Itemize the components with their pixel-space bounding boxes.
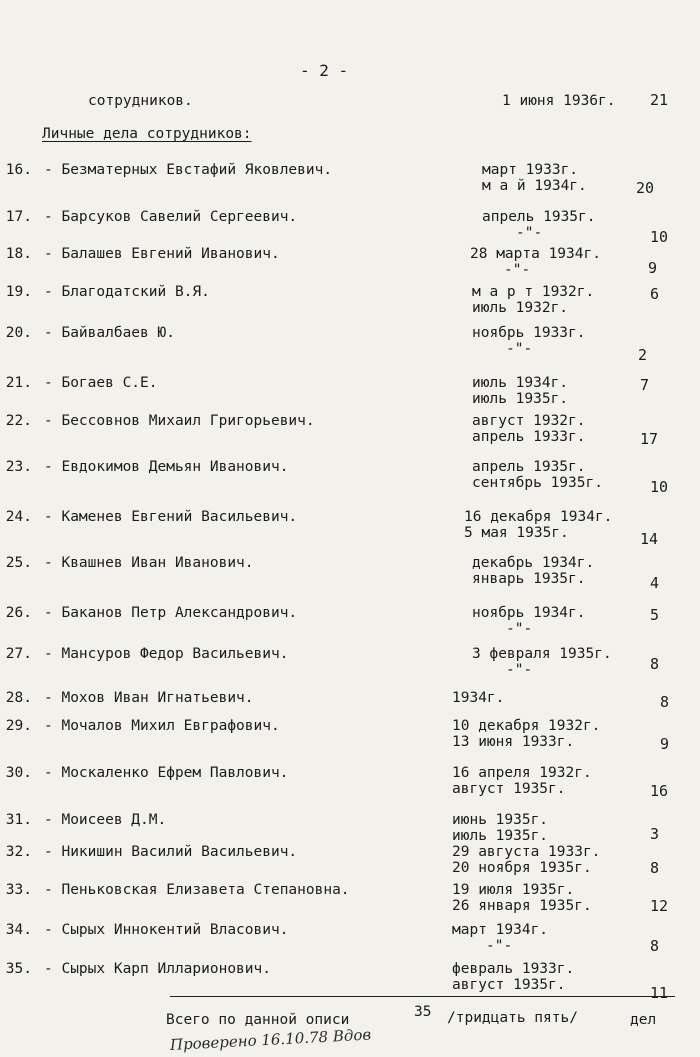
entry-date-end: 5 мая 1935г. <box>464 525 569 541</box>
entry-date-end: сентябрь 1935г. <box>472 475 603 491</box>
entry-name: - Квашнев Иван Иванович. <box>44 555 254 571</box>
entry-date-start: август 1932г. <box>472 413 586 429</box>
entry-name: - Безматерных Евстафий Яковлевич. <box>44 162 333 178</box>
entry-number: 22. <box>5 413 32 429</box>
entry-number: 34. <box>5 922 32 938</box>
entry-name: - Каменев Евгений Васильевич. <box>44 509 298 525</box>
entry-number: 26. <box>5 605 32 621</box>
entry-date-end: июль 1935г. <box>472 391 569 407</box>
entry-date-start: 28 марта 1934г. <box>470 246 601 262</box>
entry-date-end: -"- <box>516 225 543 241</box>
entry-date-end: 20 ноября 1935г. <box>452 860 592 876</box>
entry-number: 17. <box>5 209 32 225</box>
header-date: 1 июня 1936г. <box>502 93 616 109</box>
handwritten-signature: Проверено 16.10.78 Вдов <box>169 1025 372 1054</box>
entry-name: - Никишин Василий Васильевич. <box>44 844 298 860</box>
entry-date-end: август 1935г. <box>452 781 566 797</box>
entry-date-end: июль 1935г. <box>452 828 549 844</box>
entry-page-count: 4 <box>650 574 660 592</box>
entry-name: - Балашев Евгений Иванович. <box>44 246 280 262</box>
entry-date-start: март 1933г. <box>482 162 579 178</box>
entry-date-start: 16 апреля 1932г. <box>452 765 592 781</box>
entry-page-count: 14 <box>640 530 659 548</box>
entry-name: - Моисеев Д.М. <box>44 812 167 828</box>
entry-name: - Сырых Карп Илларионович. <box>44 961 271 977</box>
entry-date-end: август 1935г. <box>452 977 566 993</box>
entry-name: - Москаленко Ефрем Павлович. <box>44 765 289 781</box>
entry-number: 18. <box>5 246 32 262</box>
entry-date-start: июнь 1935г. <box>452 812 549 828</box>
entry-date-end: -"- <box>506 621 533 637</box>
entry-name: - Евдокимов Демьян Иванович. <box>44 459 289 475</box>
entry-date-end: январь 1935г. <box>472 571 586 587</box>
entry-name: - Байвалбаев Ю. <box>44 325 175 341</box>
entry-number: 16. <box>5 162 32 178</box>
entry-number: 29. <box>5 718 32 734</box>
entry-date-end: апрель 1933г. <box>472 429 586 445</box>
entry-name: - Мансуров Федор Васильевич. <box>44 646 289 662</box>
section-title: Личные дела сотрудников: <box>42 126 252 142</box>
entry-number: 35. <box>5 961 32 977</box>
total-label: Всего по данной описи <box>166 1012 350 1028</box>
entry-number: 27. <box>5 646 32 662</box>
entry-page-count: 9 <box>648 259 658 277</box>
entry-name: - Мочалов Михил Евграфович. <box>44 718 280 734</box>
entry-page-count: 11 <box>650 984 669 1002</box>
entry-page-count: 8 <box>650 859 660 877</box>
entry-name: - Баканов Петр Александрович. <box>44 605 298 621</box>
entry-date-start: март 1934г. <box>452 922 549 938</box>
entry-date-start: м а р т 1932г. <box>472 284 595 300</box>
entry-page-count: 8 <box>650 937 660 955</box>
entry-date-start: апрель 1935г. <box>482 209 596 225</box>
entry-page-count: 17 <box>640 430 659 448</box>
header-continuation: сотрудников. <box>88 93 193 109</box>
entry-date-start: ноябрь 1934г. <box>472 605 586 621</box>
entry-name: - Сырых Иннокентий Власович. <box>44 922 289 938</box>
entry-page-count: 16 <box>650 782 669 800</box>
entry-page-count: 3 <box>650 825 660 843</box>
entry-page-count: 2 <box>638 346 648 364</box>
entry-name: - Барсуков Савелий Сергеевич. <box>44 209 298 225</box>
entry-date-end: июль 1932г. <box>472 300 569 316</box>
entry-page-count: 8 <box>660 693 670 711</box>
entry-date-end: 26 января 1935г. <box>452 898 592 914</box>
entry-number: 28. <box>5 690 32 706</box>
page-number: - 2 - <box>300 61 349 80</box>
entry-name: - Пеньковская Елизавета Степановна. <box>44 882 350 898</box>
entry-date-start: июль 1934г. <box>472 375 569 391</box>
entry-date-end: -"- <box>504 262 531 278</box>
entry-date-end: 13 июня 1933г. <box>452 734 575 750</box>
entry-date-end: -"- <box>506 341 533 357</box>
entry-number: 19. <box>5 284 32 300</box>
entry-date-start: февраль 1933г. <box>452 961 575 977</box>
entry-page-count: 10 <box>650 228 669 246</box>
entry-page-count: 20 <box>636 179 655 197</box>
header-count: 21 <box>650 91 669 109</box>
entry-date-start: 29 августа 1933г. <box>452 844 601 860</box>
entry-date-start: ноябрь 1933г. <box>472 325 586 341</box>
entry-date-end: -"- <box>486 938 513 954</box>
entry-page-count: 9 <box>660 735 670 753</box>
entry-date-start: 19 июля 1935г. <box>452 882 575 898</box>
entry-page-count: 10 <box>650 478 669 496</box>
entry-date-start: декабрь 1934г. <box>472 555 595 571</box>
entry-name: - Благодатский В.Я. <box>44 284 210 300</box>
entry-page-count: 7 <box>640 376 650 394</box>
entry-date-end: -"- <box>506 662 533 678</box>
entry-date-start: 1934г. <box>452 690 505 706</box>
entry-number: 32. <box>5 844 32 860</box>
entry-date-start: 10 декабря 1932г. <box>452 718 601 734</box>
entry-number: 33. <box>5 882 32 898</box>
entry-number: 20. <box>5 325 32 341</box>
entry-page-count: 8 <box>650 655 660 673</box>
entry-page-count: 6 <box>650 285 660 303</box>
entry-name: - Бессовнов Михаил Григорьевич. <box>44 413 315 429</box>
total-unit: дел <box>630 1012 657 1028</box>
entry-name: - Мохов Иван Игнатьевич. <box>44 690 254 706</box>
entry-number: 24. <box>5 509 32 525</box>
entry-number: 30. <box>5 765 32 781</box>
total-rule <box>170 996 675 997</box>
entry-date-start: 3 февраля 1935г. <box>472 646 612 662</box>
entry-date-end: м а й 1934г. <box>482 178 587 194</box>
entry-number: 23. <box>5 459 32 475</box>
entry-date-start: 16 декабря 1934г. <box>464 509 613 525</box>
entry-date-start: апрель 1935г. <box>472 459 586 475</box>
total-number: 35 <box>414 1004 432 1020</box>
total-words: /тридцать пять/ <box>447 1010 578 1026</box>
entry-name: - Богаев С.Е. <box>44 375 158 391</box>
entry-page-count: 5 <box>650 606 660 624</box>
entry-number: 25. <box>5 555 32 571</box>
entry-page-count: 12 <box>650 897 669 915</box>
entry-number: 21. <box>5 375 32 391</box>
entry-number: 31. <box>5 812 32 828</box>
